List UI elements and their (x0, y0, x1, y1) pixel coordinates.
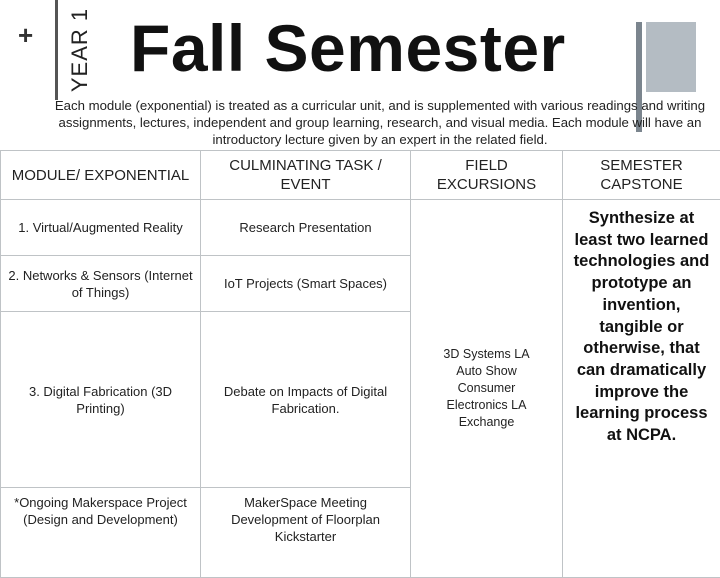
header-capstone: SEMESTER CAPSTONE (563, 151, 720, 200)
task-cell: Research Presentation (201, 200, 411, 256)
module-cell: 3. Digital Fabrication (3D Printing) (1, 312, 201, 488)
field-excursions-cell: 3D Systems LA Auto Show Consumer Electronics LA Exchange (411, 200, 563, 578)
header-field: FIELD EXCURSIONS (411, 151, 563, 200)
module-cell: 2. Networks & Sensors (Internet of Things) (1, 256, 201, 312)
decorative-block (646, 22, 696, 92)
year-label (58, 0, 102, 100)
header-task: CULMINATING TASK / EVENT (201, 151, 411, 200)
task-cell: MakerSpace Meeting Development of Floorplan Kickstarter (201, 488, 411, 578)
table-row (1, 200, 720, 256)
task-cell: IoT Projects (Smart Spaces) (201, 256, 411, 312)
module-cell: *Ongoing Makerspace Project (Design and Development) (1, 488, 201, 578)
task-cell: Debate on Impacts of Digital Fabrication. (201, 312, 411, 488)
curriculum-table (0, 150, 720, 578)
table-header-row (1, 151, 720, 200)
page-title: Fall Semester (130, 10, 566, 86)
capstone-cell: Synthesize at least two learned technologies and prototype an invention, tangible or otherwise, that can dramatically improve the learning process at NCPA. (563, 200, 720, 578)
module-cell: 1. Virtual/Augmented Reality (1, 200, 201, 256)
plus-icon: + (18, 22, 33, 48)
intro-paragraph: Each module (exponential) is treated as a curricular unit, and is supplemented with various readings and writing assignments, lectures, independent and group learning, research, and visual media. Each module will have an introductory lecture given by an expert in the related field. (48, 97, 712, 148)
header-module: MODULE/ EXPONENTIAL (1, 151, 201, 200)
year-label-text: YEAR 1 (67, 8, 93, 92)
